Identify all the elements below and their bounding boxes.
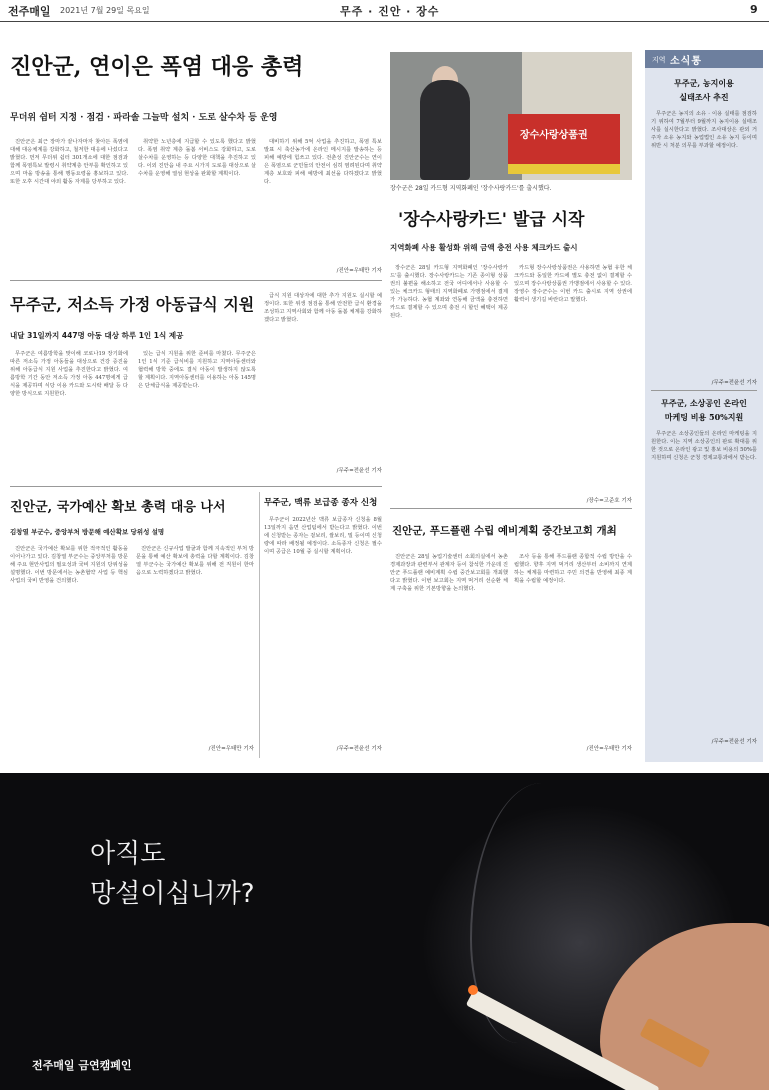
divider [10,486,382,487]
divider [651,390,757,391]
article2-col1 [390,264,508,506]
article1-col1 [10,138,128,274]
article3-col1-text: 무주군은 여름방학을 맞이해 코로나19 장기화에 따른 저소득 가정 아동들을 대상으로 건강 증진을 위해 아동급식 지원 사업을 추진한다고 밝혔다. 여름방학 기간 동안 저소득 가정 아동 447명에게 급식을 제공하며 식당 이용 카드와 도시락 배달 등 다양한 방식으로 지원한다. [10,351,128,397]
article2-col1-text: 장수군은 28일 카드형 지역화폐인 '장수사랑카드'를 출시했다. 장수사랑카드는 기존 종이형 상품권의 불편을 해소하고 전국 어디에서나 사용할 수 있는 체크카드 형태의 지역화폐로 가맹점에서 결제가 가능하다. 농협 계좌와 연동해 금액을 충전하면 카드로 결제할 수 있으며 충전 시 할인 혜택이 제공된다. [390,265,508,319]
article1-col3 [264,138,382,262]
sidebar-item1-body-text: 무주군은 농지의 소유 · 이용 실태를 점검하기 위하여 7월부터 9월까지 농지이용 실태조사를 실시한다고 밝혔다. 조사대상은 관외 거주자 소유 농지와 농업법인 소유 농지 등이며 위반 시 처분 의무를 부과할 예정이다. [651,111,757,149]
article3-col1 [10,350,128,482]
article4-headline: 진안군, 국가예산 확보 총력 대응 나서 [10,500,226,515]
section-title: 무주 · 진안 · 장수 [340,5,440,18]
sidebar-label-small: 지역 [652,56,666,64]
article4-col2-text: 진안군은 신규사업 발굴과 함께 지속적인 부처 방문을 통해 예산 확보에 총력을 다할 계획이다. 김창열 부군수는 국가예산 확보를 위해 전 직원이 한마음으로 노력하겠다고 밝혔다. [136,546,254,576]
article1-byline: /진안=우태만 기자 [336,268,382,274]
sidebar-item2-byline: /무주=전윤선 기자 [711,739,757,745]
sidebar-item2-title-line2: 마케팅 비용 50%지원 [664,412,744,422]
article3-headline: 무주군, 저소득 가정 아동급식 지원 [10,295,255,314]
sidebar-item1-body [651,110,757,372]
article1-col2-text: 취약한 노년층에 지급할 수 있도록 했다고 밝혔다. 폭염 취약 계층 돌봄 서비스도 강화하고, 도로 살수차를 운영하는 등 다양한 대책을 추진하고 있다. 이외 진안읍 내 주요 시가지 도로를 대상으로 살수차를 운영해 열섬 현상을 완화할 계획이다. [138,139,256,177]
article1-col3-text: 대비하기 위해 5억 사업을 추진하고, 폭염 특보 발표 시 축산농가에 온라인 메시지를 발송하는 등 피해 예방에 힘쓰고 있다. 전춘성 진안군수는 연이은 폭염으로 군민들의 안전이 심히 염려된다며 취약계층 보호와 피해 예방에 최선을 다하겠다고 밝혔다. [264,139,382,185]
article6-col1 [390,553,508,753]
article3-col2-text: 있는 급식 지원을 위한 준비를 마쳤다. 무주군은 1인 1식 기준 급식비를 지원하고 지역아동센터와 협력해 방학 중에도 결식 아동이 발생하지 않도록 할 계획이다. 지역아동센터를 이용하는 아동 145명은 단체급식을 제공받는다. [138,351,256,389]
article5-body-text: 무주군이 2022년산 맥류 보급종자 신청을 8월 13일까지 읍면 산업팀에서 받는다고 밝혔다. 이번에 신청받는 종자는 겉보리, 쌀보리, 밀 등이며 신청량에 따라 배정될 예정이다. 소독종자 신청은 필수이며 공급은 10월 중 실시할 계획이다. [264,517,382,555]
sidebar-item1-title-line2: 실태조사 추진 [679,92,729,102]
article4-subhead: 김창열 부군수, 중앙부처 방문해 예산확보 당위성 설명 [10,528,165,536]
antismoking-ad [0,773,769,1090]
column-divider [259,492,260,758]
ad-headline-line1: 아직도 [90,839,166,869]
photo1-caption: 장수군은 28일 카드형 지역화폐인 '장수사랑카드'를 출시했다. [390,185,552,192]
article2-col2 [514,264,632,492]
article4-col2 [136,545,254,741]
photo-person [420,80,470,180]
ad-headline-line2: 망설이십니까? [90,879,255,909]
page-number: 9 [750,3,758,16]
article6-byline: /진안=우태만 기자 [586,746,632,752]
photo-card-store [390,52,632,180]
divider [10,280,382,281]
article2-headline: '장수사랑카드' 발급 시작 [398,210,585,230]
masthead: 전주매일 [8,5,51,18]
article2-byline: /장수=고준호 기자 [586,498,632,504]
article1-headline: 진안군, 연이은 폭염 대응 총력 [10,54,304,80]
article5-body [264,516,382,742]
ad-caption: 전주매일 금연캠페인 [32,1059,132,1072]
article6-col2-text: 조사 등을 통해 푸드플랜 종합적 수립 방안을 수립했다. 향후 지역 먹거리 생산부터 소비까지 연계하는 체계를 마련하고 주민 의견을 반영해 최종 계획을 수립할 예정이다. [514,554,632,584]
article6-col1-text: 진안군은 28일 농업기술센터 소회의실에서 농촌경제과장과 관련부서 관계자 등이 참석한 가운데 진안군 푸드플랜 예비계획 수립 중간보고회를 개최했다고 밝혔다. 이번 보고회는 지역 먹거리 선순환 체계 구축을 위한 기본방향을 논의했다. [390,554,508,592]
article2-subhead: 지역화폐 사용 활성화 위해 금액 충전 사용 체크카드 출시 [390,243,578,252]
article6-col2 [514,553,632,743]
sidebar-item1-byline: /무주=전윤선 기자 [711,380,757,386]
article3-col3-text: 급식 지원 대상자에 대한 추가 지원도 실시할 예정이다. 또한 위생 점검을 통해 안전한 급식 환경을 조성하고 지역사회와 함께 아동 돌봄 체계를 강화하겠다고 밝혔다. [264,293,382,323]
dateline: 2021년 7월 29일 목요일 [60,6,150,15]
ad-ember [468,985,478,995]
sidebar-item2-body [651,430,757,730]
sidebar-label: 소식통 [670,56,702,67]
article1-col1-text: 진안군은 최근 장마가 끝나자마자 찾아든 폭염에 대해 대응체계를 강화하고, 철저한 대응에 나섰다고 밝혔다. 먼저 무더위 쉼터 301개소에 대한 점검과 함께 폭염특보 발령시 취약계층 안부를 확인하고 있으며 마을 방송을 통해 행동요령을 홍보하고 있다. 또한 오후 시간대 야외 활동 자제를 당부하고 있다. [10,139,128,185]
sidebar-item1-title-line1: 무주군, 농지이용 [674,78,734,88]
article4-col1-text: 진안군은 국가예산 확보를 위한 적극적인 활동을 이어나가고 있다. 김창열 부군수는 중앙부처를 방문해 주요 현안사업의 필요성과 국비 지원의 당위성을 설명했다. 이번 방문에서는 농촌협약 사업 등 핵심 사업의 국비 반영을 건의했다. [10,546,128,584]
article3-subhead: 내달 31일까지 447명 아동 대상 하루 1인 1식 제공 [10,331,184,340]
article2-col2-text: 카드형 장수사랑상품권은 사용하면 농협 유한 체크카드와 동일한 카드에 별도 충전 없이 결제할 수 있으며 장수사랑상품권 가맹점에서 사용할 수 있다. 장영수 장수군수는 이번 카드 출시로 지역 상권에 활력이 생기길 바란다고 말했다. [514,265,632,303]
article4-byline: /진안=우태만 기자 [208,746,254,752]
photo-poster-strip [508,164,620,174]
sidebar-item2-title-line1: 무주군, 소상공인 온라인 [661,398,747,408]
article1-subhead: 무더위 쉼터 지정 · 점검 · 파라솔 그늘막 설치 · 도로 살수차 등 운영 [10,113,278,123]
article1-col2 [138,138,256,274]
sidebar-item2-body-text: 무주군은 소상공인들의 온라인 마케팅을 지원한다. 이는 지역 소상공인의 판로 확대를 위한 것으로 온라인 광고 및 홍보 비용의 50%를 지원하며 신청은 군청 경제교통과에서 받는다. [651,431,757,461]
article4-col1 [10,545,128,757]
article5-byline: /무주=전윤선 기자 [336,746,382,752]
article6-headline: 진안군, 푸드플랜 수립 예비계획 중간보고회 개최 [392,525,617,537]
divider [390,508,632,509]
article3-col2 [138,350,256,482]
article3-col3 [264,292,382,462]
article3-byline: /무주=전윤선 기자 [336,468,382,474]
photo-poster-text: 장수사랑상품권 [520,130,588,141]
article5-headline: 무주군, 맥류 보급종 종자 신청 [264,498,378,508]
